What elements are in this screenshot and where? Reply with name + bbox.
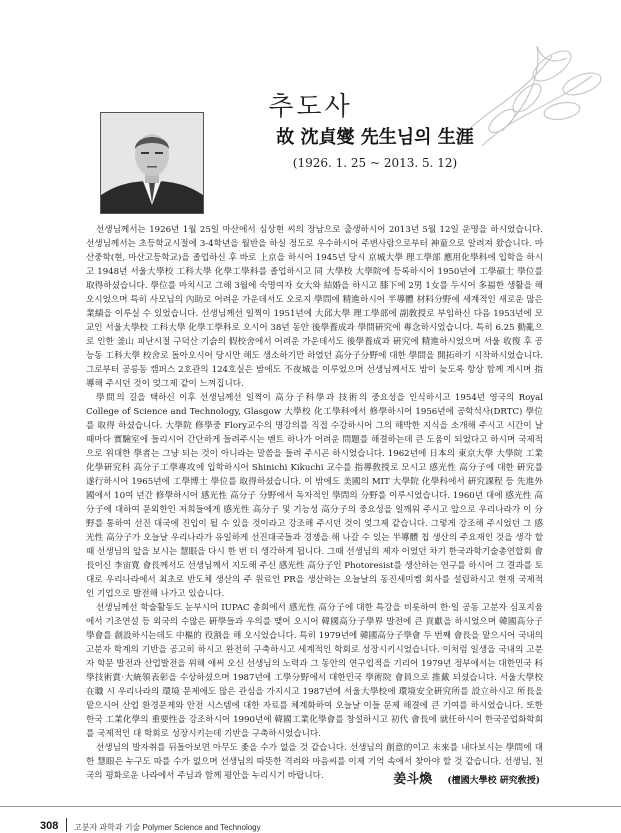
author-name: 姜斗煥 <box>393 772 433 787</box>
memorial-subtitle: 故 沈貞燮 先生님의 生涯 <box>276 127 474 148</box>
signature <box>300 768 540 787</box>
body-paragraph: 선생님께서는 1926년 1월 25일 마산에서 심상현 씨의 장남으로 출생하시어 2013년 5월 12일 운명을 하시었습니다. 선생님께서는 초등학교시절에 3-4학년을 월반을 하실 정도로 우수하시어 주변사람으로부터 神童으로 알려져 왔습니다. 마산중학(현, 마산고등학교)을 졸업하신 후 바로 上京을 하시어 1945년 당시 京城大學 理工學部 應用化學科에 입학을 하시고 1948년 서울大學校 工科大學 化學工學科를 졸업하시고 同 大學校 大學院에 등록하시어 1950년에 工學碩士 學位를 取得하셨습니다. 學位를 마치시고 그해 3월에 숙명여자 女大와 結婚을 하시고 膝下에 2男 1女를 두시어 多福한 생활을 해 오시었으며 특히 사모님의 內助로 어려운 가운데서도 오로지 學問에 精進하시어 半導體 材料分野에 세계적인 새로운 많은 業績을 이루실 수 있었습니다. 선생님께선 일찍이 1951년에 大邱大學 理工學部에 副敎授로 부임하신 다음 1953년에 모교인 서울大學校 工科大學 化學工學科로 오시어 38년 동안 後學養成과 學問硏究에 專念하시었습니다. 특히 6.25 動亂으로 인한 釜山 피난시절 구덕산 기슭의 假校舍에서 어려운 가운데서도 後學養成과 硏究에 精進하시었으며 서울 收復 후 공능동 工科大學 校舍로 돌아오시어 당시만 해도 생소하기만 하였던 高分子分野에 대한 學問을 開拓하기 시작하시었습니다. 그로부터 공릉동 캠퍼스 2호관의 124호실은 밤에도 不夜城을 이루었으며 선생님께서도 밤이 늦도록 항상 함께 계시며 指導해 주시던 것이 엊그제 같이 느껴집니다. <box>86 225 543 389</box>
life-dates: (1926. 1. 25 ~ 2013. 5. 12) <box>292 156 458 170</box>
body-paragraph: 선생님의 발자취를 뒤돌아보면 아무도 좇을 수가 없을 것 같습니다. 선생님의 創意的이고 未來를 내다보시는 學問에 대한 慧眼은 누구도 따를 수가 없으며 선생님의 따뜻한 격려와 마음씨를 이제 기억 속에서 찾아야 할 것 같습니다. 선생님, 천국의 평화로운 나라에서 주님과 함께 평안을 누리시기 바랍니다. <box>86 743 543 781</box>
body-paragraph: 學問의 길을 택하신 이후 선생님께선 일찍이 高分子科學과 技術의 중요성을 인식하시고 1954년 영국의 Royal College of Science and Technology, Glasgow 大學校 化工學科에서 修學하시어 1956년에 공학석사(DRTC) 學位를 取得 하셨습니다. 大學院 修學중 Flory교수의 명강의를 직접 수강하시어 그의 해박한 지식을 소개해 주시고 시간이 날 때마다 實驗室에 들리시어 간단하게 들려주시는 벤트 하나가 어려운 問題를 해결하는데 큰 도움이 되었다고 하시며 국제적으로 위대한 學者는 그냥 되는 것이 아니라는 말씀을 들려 주시곤 하시었습니다. 1962년에 日本의 東京大學 大學院 工業化學硏究科 高分子工學專攻에 입학하시어 Shinichi Kikuchi 교수를 指導敎授로 모시고 感光性 高分子에 대한 硏究를 遂行하시어 1965년에 工學博士 學位를 取得하셨습니다. 이 밖에도 美國의 MIT 大學院 化學科에서 硏究課程 등 先進外國에서 10여 년간 修學하시어 感光性 高分子 分野에서 독자적인 學問의 分野를 이루시었습니다. 1960년 대에 感光性 高分子에 대하여 문외한인 저희들에게 感光性 高分子 및 기능성 高分子의 중요성을 일깨워 주시고 앞으로 우리나라가 이 分野를 통하여 선진 대국에 진입이 될 수 있을 것이라고 강조해 주시던 것이 엊그제 같습니다. 그렇게 강조해 주시었던 그 感光性 高分子가 오늘날 우리나라가 유일하게 선진대국들과 경쟁을 해 나갈 수 있는 半導體 칩 생산의 주요재인 것을 생각 할 때 선생님의 앞을 보시는 慧眼을 다시 한 번 더 생각하게 됩니다. 그때 선생님의 제자 이었던 차기 한국과학기술총연합회 會長이신 李宙寬 會長께서도 선생님께서 지도해 주신 感光性 高分子인 Photoresist를 생산하는 연구를 하시어 그 결과를 토대로 우리나라에서 최초로 반도체 생산의 주 원료인 PR을 생산하는 오늘날의 동진세미켐 회사를 설립하시고 현재 국제적인 기업으로 발전해 나가고 있습니다. <box>86 393 543 599</box>
journal-name: 고분자 과학과 기술 Polymer Science and Technology <box>74 823 261 832</box>
footer-divider <box>0 806 621 807</box>
footer-separator <box>66 818 67 832</box>
author-affiliation: (檀國大學校 硏究敎授) <box>447 776 540 786</box>
page-title: 추도사 <box>268 92 353 122</box>
portrait-photo <box>100 112 204 214</box>
page-number: 308 <box>40 820 59 832</box>
body-paragraph: 선생님께선 학술활동도 눈부시어 IUPAC 총회에서 感光性 高分子에 대한 특강을 비롯하여 한·일 공동 고분자 심포지움에서 기조연설 등 외국의 수많은 硏學들과 우의를 맺어 오시어 韓國高分子學界 발전에 큰 貢獻을 하시었으며 韓國高分子學會를 創設하시는데도 中樞的 役割을 해 오시었습니다. 특히 1979년에 韓國高分子學會 두 번째 會長을 맡으시어 국내의 고분자 학계의 기반을 공고히 하시고 완전히 구축하시고 세계적인 학회로 성장시키시었습니다. 이처럼 일생을 국내의 고분자 학문 발전과 산업발전을 위해 애써 오신 선생님의 노력과 그 동안의 연구업적을 기리어 1979년 정부에서는 대한민국 科學技術賞·大統領表彰을 수상하셨으며 1987년에 工學分野에서 대한민국 學術院 會員으로 推戴 되셨습니다. 서울大學校 在職 시 우리나라의 環境 문제에도 많은 관심을 가지시고 1987년에 서울大學校에 環境安全硏究所를 設立하시고 所長을 맡으시어 산업 환경문제와 안전 시스템에 대한 자료를 체계화하여 오늘날 이들 문제 해결에 큰 기여를 하시었습니다. 또한 한국 工業化學의 重要性을 강조하시어 1990년에 韓國工業化學會를 창설하시고 初代 會長에 就任하시어 한국공업화학회를 국제적인 대 학회로 성장시키는데 기반을 구축하시었습니다. <box>86 603 543 739</box>
